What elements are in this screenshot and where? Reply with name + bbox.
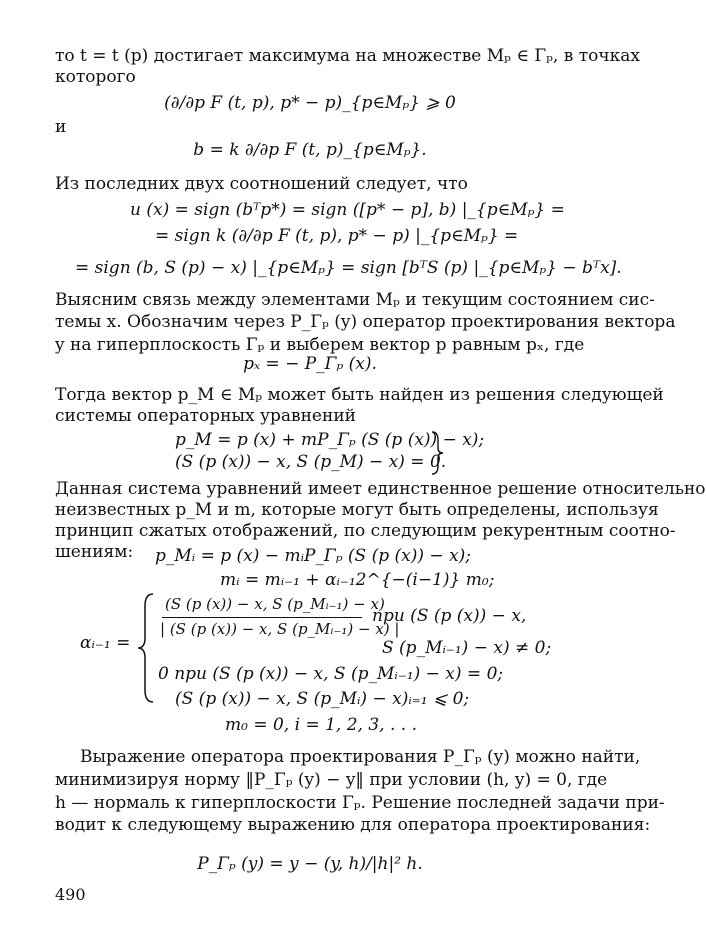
paragraph-line: y на гиперплоскость Γₚ и выберем вектор p равным pₓ, где [55,335,585,355]
formula-b-definition: b = k ∂/∂p F (t, p)_{p∈Mₚ}. [193,140,427,160]
formula-alpha-denominator: | (S (p (x)) − x, S (p_Mᵢ₋₁) − x) | [160,620,400,638]
paragraph-line: то t = t (p) достигает максимума на множестве Mₚ ∈ Γₚ, в точках [55,46,640,66]
paragraph-line: которого [55,67,136,87]
formula-control-line-3: = sign (b, S (p) − x) |_{p∈Mₚ} = sign [bᵀS (p) |_{p∈Mₚ} − bᵀx]. [75,258,622,278]
paragraph-line: Выражение оператора проектирования P_Γₚ (y) можно найти, [80,747,641,767]
paragraph-line: темы x. Обозначим через P_Γₚ (y) оператор проектирования вектора [55,312,676,332]
paragraph-line: Выясним связь между элементами Mₚ и текущим состоянием сис- [55,290,655,310]
paragraph-line: Тогда вектор p_M ∈ Mₚ может быть найден из решения следующей [55,385,664,405]
formula-alpha-numerator: (S (p (x)) − x, S (p_Mᵢ₋₁) − x) [165,595,385,613]
right-brace-icon [428,430,448,476]
paragraph-line: системы операторных уравнений [55,406,356,426]
formula-control-line-2: = sign k (∂/∂p F (t, p), p* − p) |_{p∈Mₚ} = [155,226,519,246]
formula-recurrence-inequality: (S (p (x)) − x, S (p_Mᵢ) − x)ᵢ₌₁ ⩽ 0; [175,689,470,709]
formula-system-line-2: (S (p (x)) − x, S (p_M) − x) = 0. [175,452,447,472]
formula-system-line-1: p_M = p (x) + mP_Γₚ (S (p (x)) − x); [175,430,485,450]
page-number: 490 [55,885,86,904]
paragraph-line: Из последних двух соотношений следует, что [55,174,468,194]
formula-inequality: (∂/∂p F (t, p), p* − p)_{p∈Mₚ} ⩾ 0 [164,93,456,113]
formula-px: pₓ = − P_Γₚ (x). [243,354,377,374]
formula-alpha-case-zero: 0 при (S (p (x)) − x, S (p_Mᵢ₋₁) − x) = 0; [158,664,504,684]
formula-recurrence-line-2: mᵢ = mᵢ₋₁ + αᵢ₋₁2^{−(i−1)} m₀; [220,570,495,590]
paragraph-line: Данная система уравнений имеет единственное решение относительно [55,479,706,499]
formula-control-line-1: u (x) = sign (bᵀp*) = sign ([p* − p], b) |_{p∈Mₚ} = [130,200,565,220]
formula-alpha-condition-2: S (p_Mᵢ₋₁) − x) ≠ 0; [382,638,552,658]
fraction-bar [162,617,362,618]
left-brace-icon [135,592,157,704]
paragraph-line: h — нормаль к гиперплоскости Γₚ. Решение последней задачи при- [55,793,665,813]
paragraph-line: неизвестных p_M и m, которые могут быть определены, используя [55,500,659,520]
formula-alpha-condition-1: при (S (p (x)) − x, [372,606,527,626]
formula-recurrence-line-1: p_Mᵢ = p (x) − mᵢP_Γₚ (S (p (x)) − x); [155,546,472,566]
formula-alpha-lhs: αᵢ₋₁ = [80,633,131,653]
conjunction-word: и [55,117,67,137]
formula-recurrence-init: m₀ = 0, i = 1, 2, 3, . . . [225,715,417,735]
paragraph-line: шениям: [55,542,134,562]
paragraph-line: минимизируя норму ‖P_Γₚ (y) − y‖ при условии (h, y) = 0, где [55,770,608,790]
paragraph-line: водит к следующему выражению для оператора проектирования: [55,815,651,835]
formula-projection-operator: P_Γₚ (y) = y − (y, h)/|h|² h. [197,854,423,874]
paragraph-line: принцип сжатых отображений, по следующим рекурентным соотно- [55,521,676,541]
